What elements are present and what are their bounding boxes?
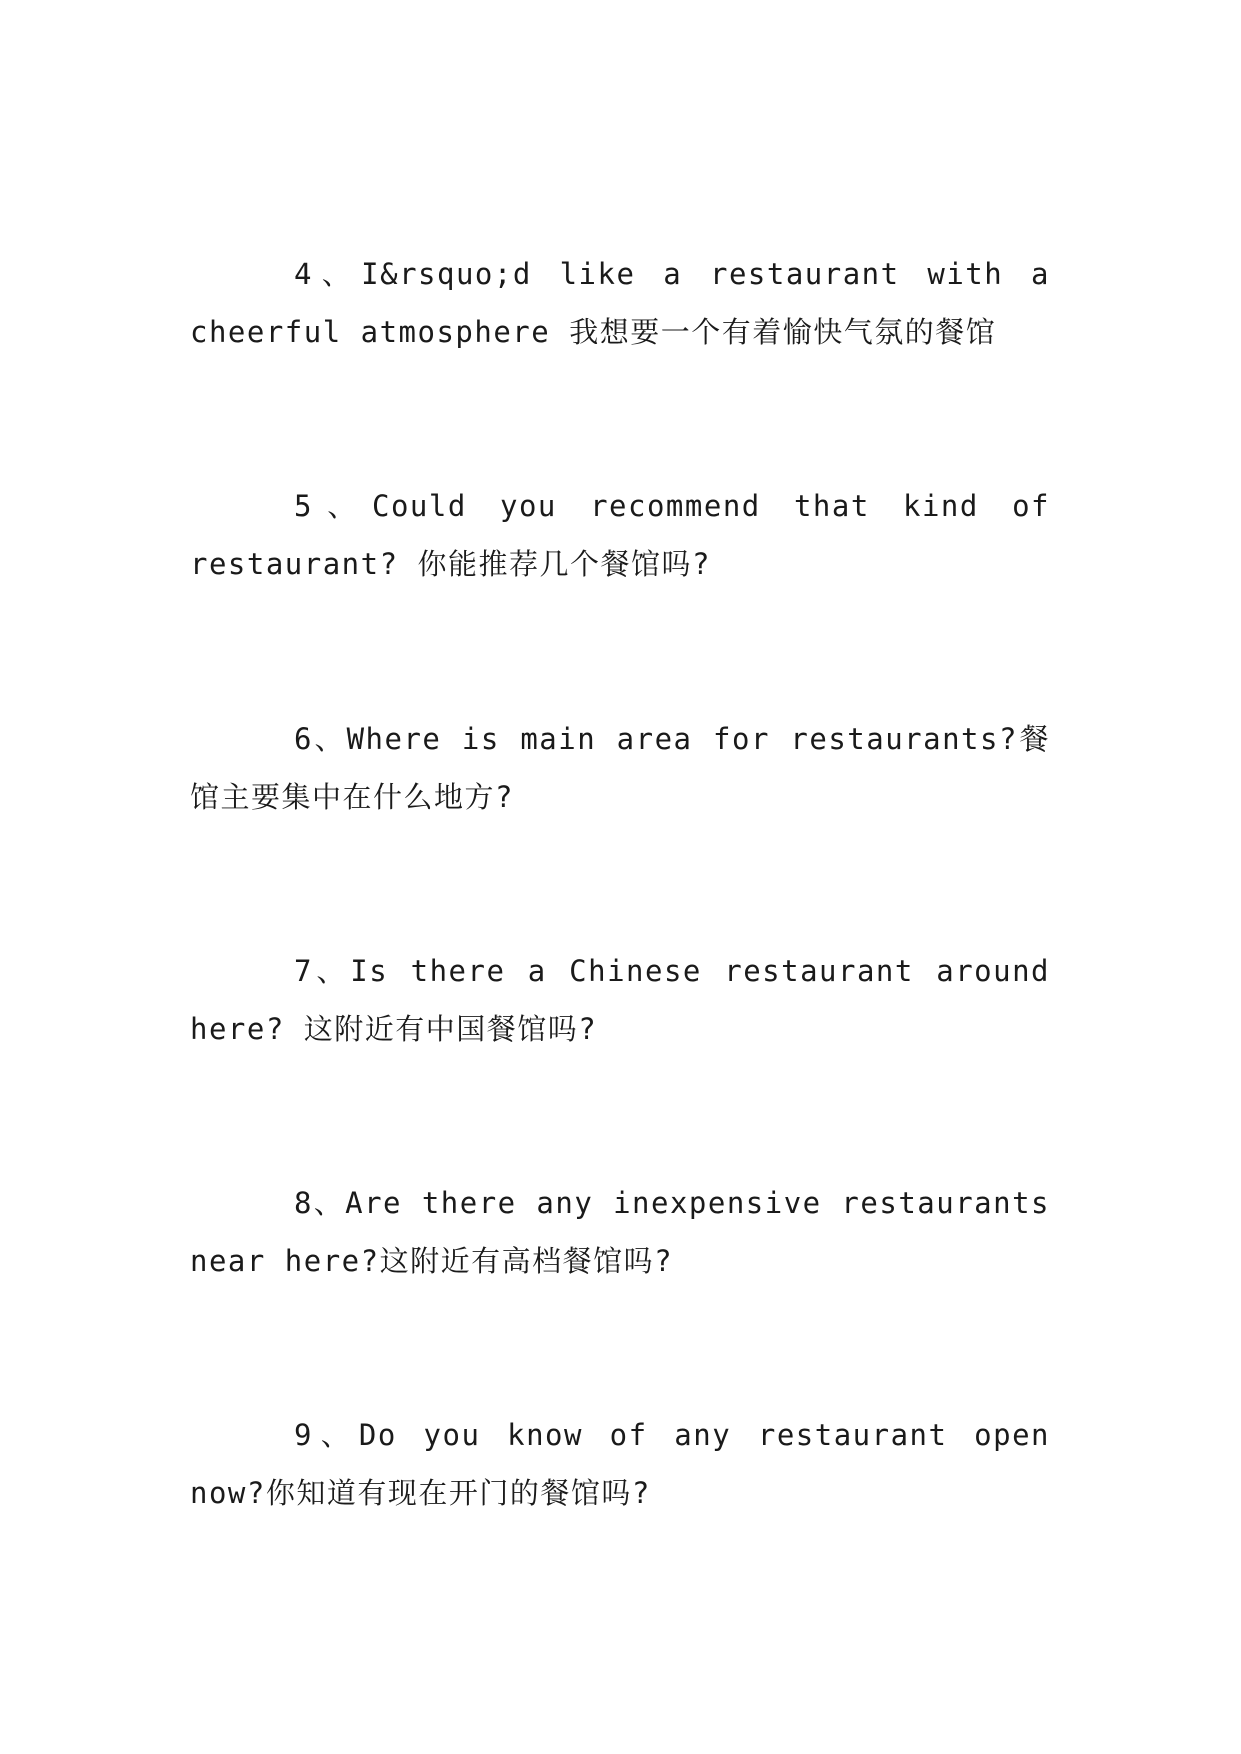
paragraph-item-8: 8、Are there any inexpensive restaurants near here?这附近有高档餐馆吗? xyxy=(190,1186,1050,1278)
paragraph-item-6: 6、Where is main area for restaurants?餐馆主要集中在什么地方? xyxy=(190,722,1050,814)
paragraph-item-4: 4、I&rsquo;d like a restaurant with a cheerful atmosphere 我想要一个有着愉快气氛的餐馆 xyxy=(190,257,1050,349)
paragraph-item-7: 7、Is there a Chinese restaurant around here? 这附近有中国餐馆吗? xyxy=(190,954,1050,1046)
paragraph-item-9: 9、Do you know of any restaurant open now?你知道有现在开门的餐馆吗? xyxy=(190,1418,1050,1510)
paragraph-item-5: 5、Could you recommend that kind of restaurant? 你能推荐几个餐馆吗? xyxy=(190,489,1050,581)
